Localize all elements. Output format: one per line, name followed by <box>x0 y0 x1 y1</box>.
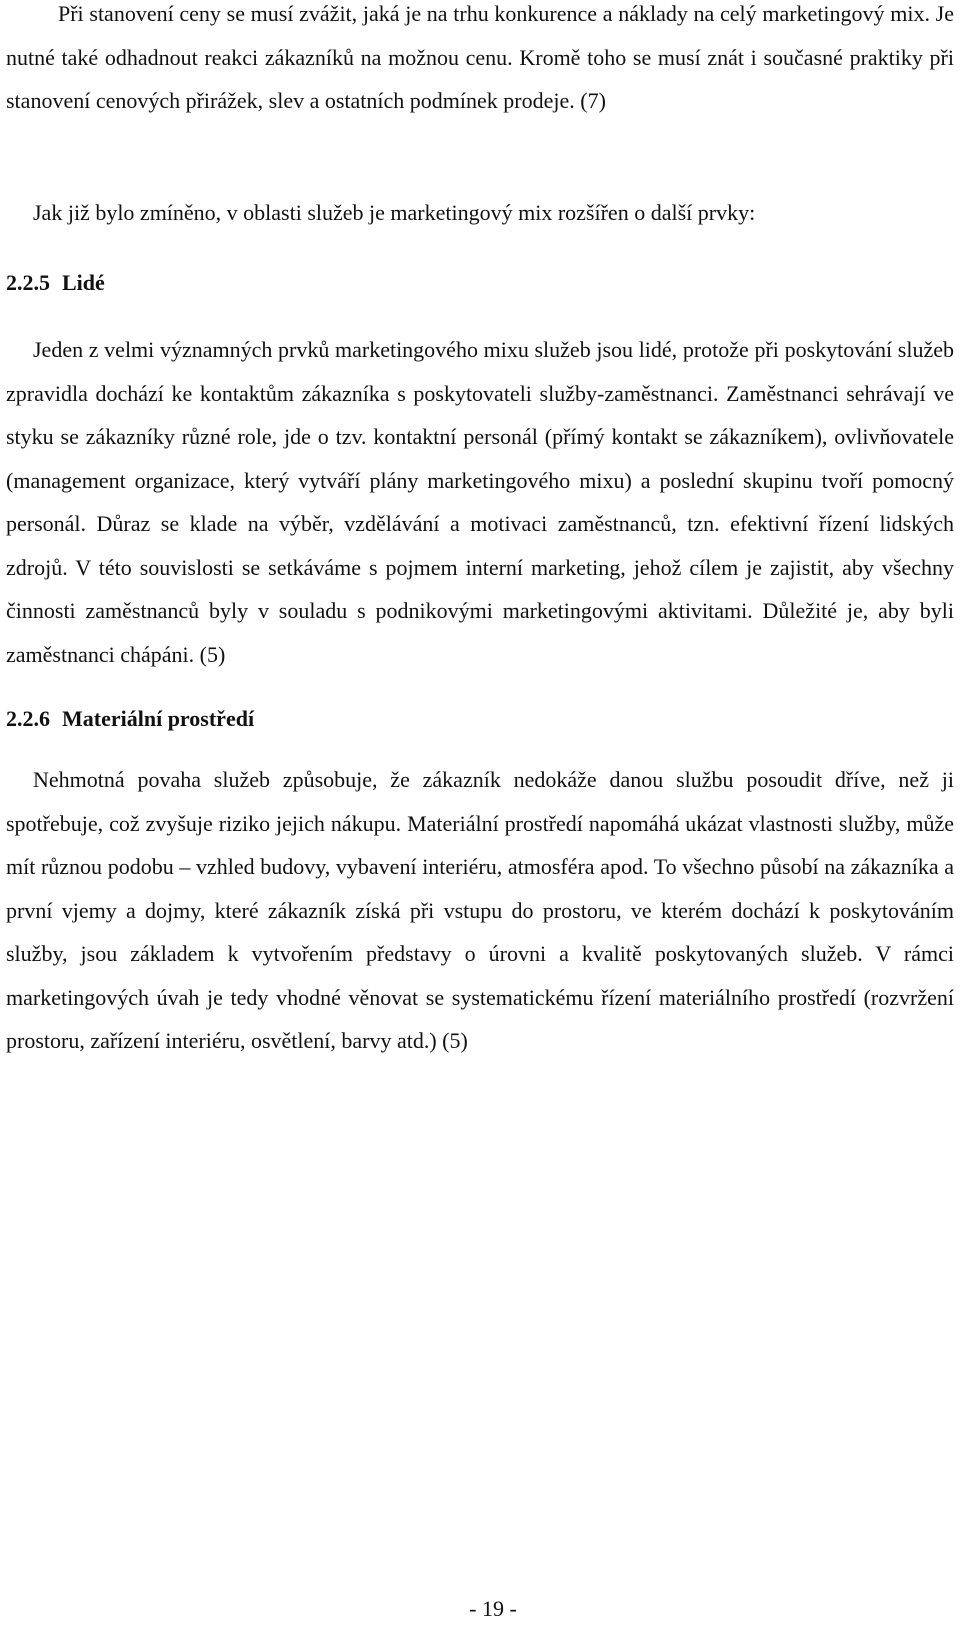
page-number: - 19 - <box>469 1596 517 1621</box>
section-heading-materialni-prostredi <box>6 704 954 734</box>
section-number: 2.2.5 <box>6 270 50 295</box>
document-page <box>6 0 954 1063</box>
paragraph-pricing: Při stanovení ceny se musí zvážit, jaká je na trhu konkurence a náklady na celý marketingový mix. Je nutné také odhadnout reakci zákazníků na možnou cenu. Kromě toho se musí znát i současné praktiky při stanovení cenových přirážek, slev a ostatních podmínek prodeje. (7) <box>6 1 954 113</box>
section-number: 2.2.6 <box>6 706 50 731</box>
paragraph-mix-extension: Jak již bylo zmíněno, v oblasti služeb je marketingový mix rozšířen o další prvky: <box>33 199 756 225</box>
section-title: Materiální prostředí <box>62 706 255 731</box>
paragraph-lide: Jeden z velmi významných prvků marketingového mixu služeb jsou lidé, protože při poskytování služeb zpravidla dochází ke kontaktům zákazníka s poskytovateli služby-zaměstnanci. Zaměstnanci sehrávají ve styku se zákazníky různé role, jde o tzv. kontaktní personál (přímý kontakt se zákazníkem), ovlivňovatele (management organizace, který vytváří plány marketingového mixu) a poslední skupinu tvoří pomocný personál. Důraz se klade na výběr, vzdělávání a motivaci zaměstnanců, tzn. efektivní řízení lidských zdrojů. V této souvislosti se setkáváme s pojmem interní marketing, jehož cílem je zajistit, aby všechny činnosti zaměstnanců byly v souladu s podnikovými marketingovými aktivitami. Důležité je, aby byli zaměstnanci chápáni. (5) <box>6 337 954 667</box>
section-heading-lide <box>6 268 954 298</box>
section-title: Lidé <box>62 270 105 295</box>
paragraph-materialni-prostredi: Nehmotná povaha služeb způsobuje, že zákazník nedokáže danou službu posoudit dříve, než ji spotřebuje, což zvyšuje riziko jejich nákupu. Materiální prostředí napomáhá ukázat vlastnosti služby, může mít různou podobu – vzhled budovy, vybavení interiéru, atmosféra apod. To všechno působí na zákazníka a první vjemy a dojmy, které zákazník získá při vstupu do prostoru, ve kterém dochází k poskytováním služby, jsou základem k vytvořením představy o úrovni a kvalitě poskytovaných služeb. V rámci marketingových úvah je tedy vhodné věnovat se systematickému řízení materiálního prostředí (rozvržení prostoru, zařízení interiéru, osvětlení, barvy atd.) (5) <box>6 767 954 1053</box>
